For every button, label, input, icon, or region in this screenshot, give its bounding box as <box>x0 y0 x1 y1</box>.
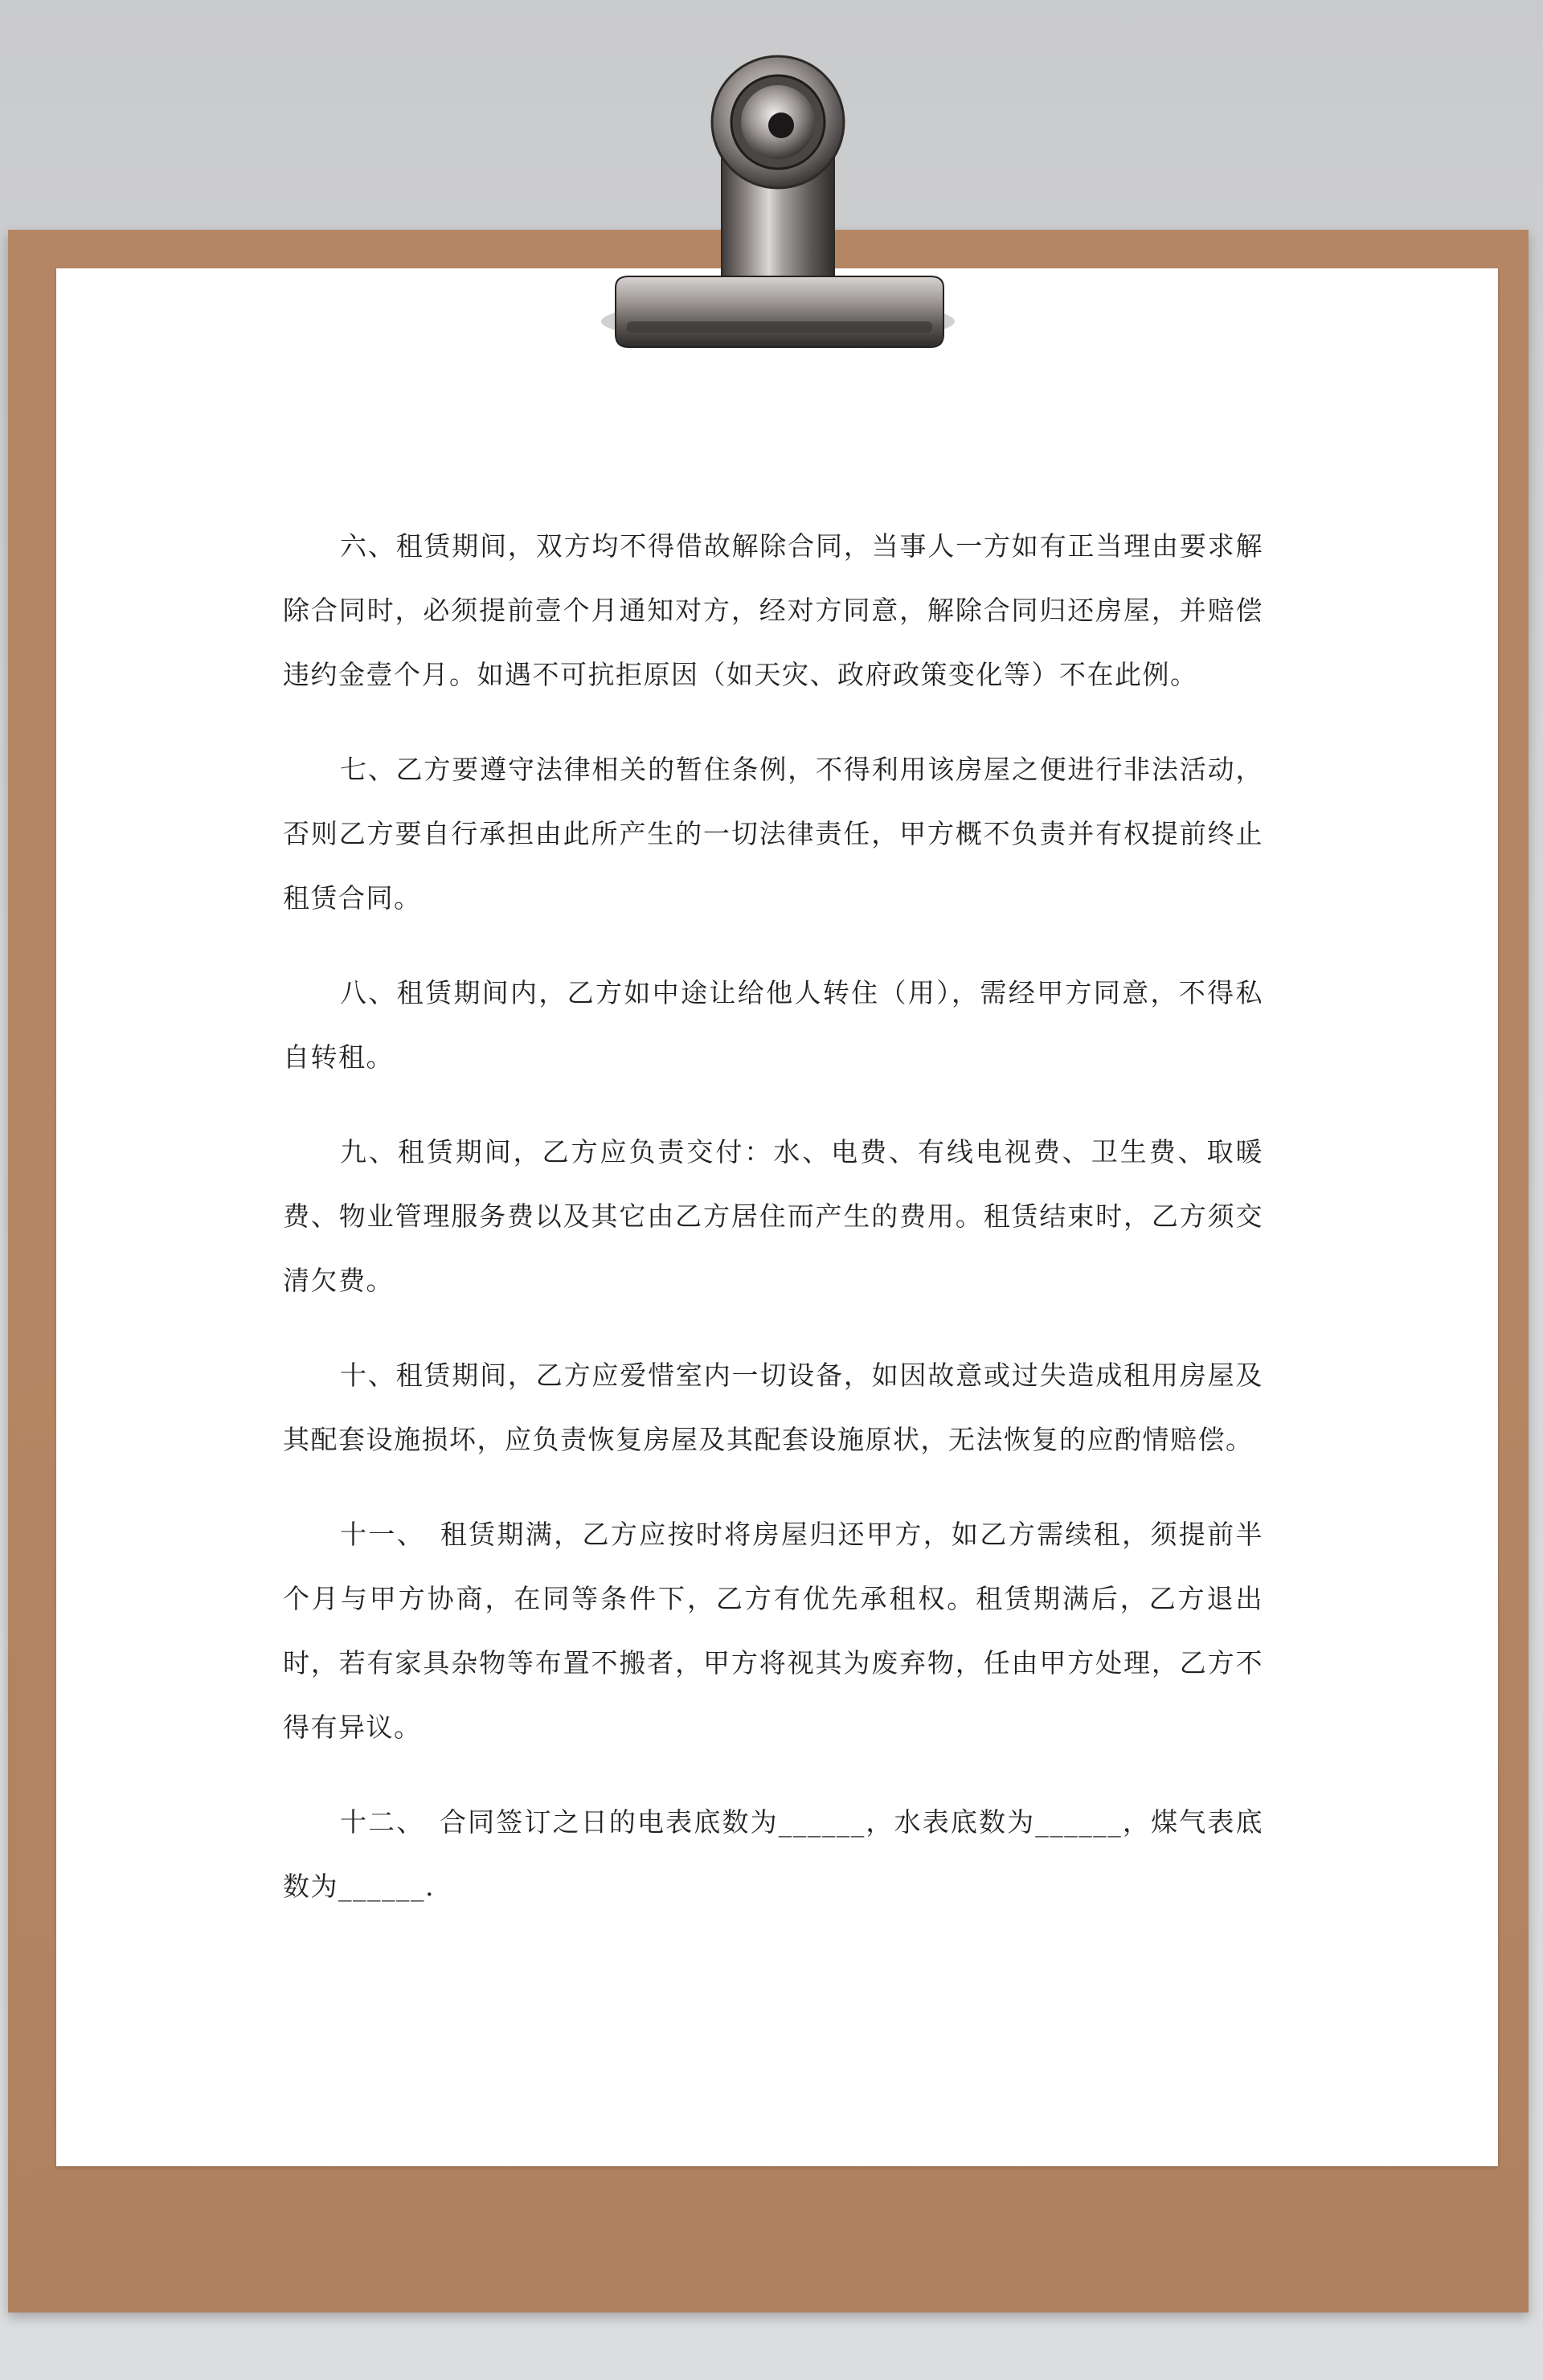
clause-7: 七、乙方要遵守法律相关的暂住条例，不得利用该房屋之便进行非法活动，否则乙方要自行承担由此所产生的一切法律责任，甲方概不负责并有权提前终止租赁合同。 <box>283 754 1263 914</box>
clause-11: 十一、 租赁期满，乙方应按时将房屋归还甲方，如乙方需续租，须提前半个月与甲方协商，在同等条件下，乙方有优先承租权。租赁期满后，乙方退出时，若有家具杂物等布置不搬者，甲方将视其为废弃物，任由甲方处理，乙方不得有异议。 <box>283 1519 1263 1743</box>
clause-12: 十二、 合同签订之日的电表底数为______，水表底数为______，煤气表底数为______. <box>283 1806 1263 1902</box>
clause-8: 八、租赁期间内，乙方如中途让给他人转住（用），需经甲方同意，不得私自转租。 <box>283 977 1263 1073</box>
clause-10: 十、租赁期间，乙方应爱惜室内一切设备，如因故意或过失造成租用房屋及其配套设施损坏，应负责恢复房屋及其配套设施原状，无法恢复的应酌情赔偿。 <box>283 1360 1263 1455</box>
clause-9: 九、租赁期间，乙方应负责交付：水、电费、有线电视费、卫生费、取暖费、物业管理服务费以及其它由乙方居住而产生的费用。租赁结束时，乙方须交清欠费。 <box>283 1136 1263 1296</box>
clause-6: 六、租赁期间，双方均不得借故解除合同，当事人一方如有正当理由要求解除合同时，必须提前壹个月通知对方，经对方同意，解除合同归还房屋，并赔偿违约金壹个月。如遇不可抗拒原因（如天灾、政府政策变化等）不在此例。 <box>283 530 1263 690</box>
document-body <box>283 514 1263 1949</box>
binder-clip-icon <box>579 48 964 354</box>
